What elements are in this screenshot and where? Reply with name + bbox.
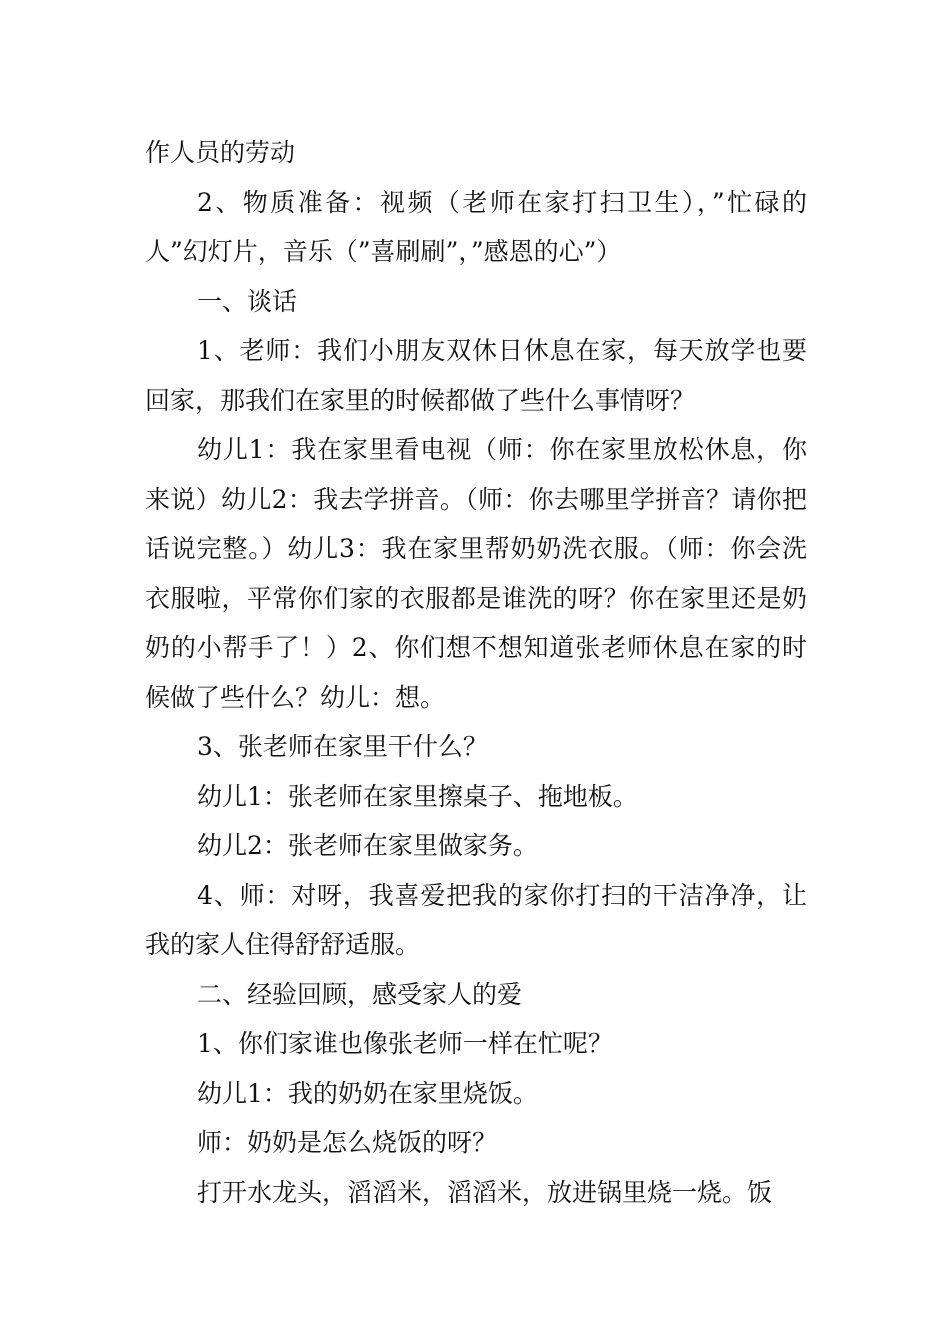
paragraph-child-grandma: 幼儿1：我的奶奶在家里烧饭。 (197, 1078, 538, 1108)
paragraph-children-answers: 幼儿1：我在家里看电视（师：你在家里放松休息，你来说）幼儿2：我去学拼音。（师：你去哪里学拼音？请你把话说完整。）幼儿3：我在家里帮奶奶洗衣服。（师：你会洗衣服啦，平常你们家的衣服都是谁洗的呀？你在家里还是奶奶的小帮手了！）2、你们想不想知道张老师休息在家的时候做了些什么？幼儿：想。 (145, 435, 807, 712)
paragraph-teacher-question: 1、老师：我们小朋友双休日休息在家，每天放学也要回家，那我们在家里的时候都做了些什么事情呀？ (145, 336, 807, 415)
paragraph-teacher-cooking: 师：奶奶是怎么烧饭的呀？ (197, 1128, 498, 1157)
section-heading-talk: 一、谈话 (197, 286, 298, 316)
paragraph-teacher-4: 4、师：对呀，我喜爱把我的家你打扫的干洁净净，让我的家人住得舒舒适服。 (145, 880, 807, 959)
document-body (145, 128, 807, 1217)
paragraph-review-question: 1、你们家谁也像张老师一样在忙呢？ (197, 1029, 613, 1058)
section-heading-review: 二、经验回顾，感受家人的爱 (197, 979, 523, 1009)
paragraph-material-prep: 2、物质准备：视频（老师在家打扫卫生），”忙碌的人”幻灯片，音乐（”喜刷刷”，”感恩的心”） (145, 187, 807, 266)
paragraph-child-1-answer: 幼儿1：张老师在家里擦桌子、拖地板。 (197, 781, 638, 811)
paragraph-cooking-rhyme: 打开水龙头，滔滔米，滔滔米，放进锅里烧一烧。饭 (197, 1177, 773, 1207)
paragraph-question-3: 3、张老师在家里干什么？ (197, 732, 488, 761)
paragraph-continuation: 作人员的劳动 (145, 138, 296, 167)
paragraph-child-2-answer: 幼儿2：张老师在家里做家务。 (197, 831, 538, 860)
